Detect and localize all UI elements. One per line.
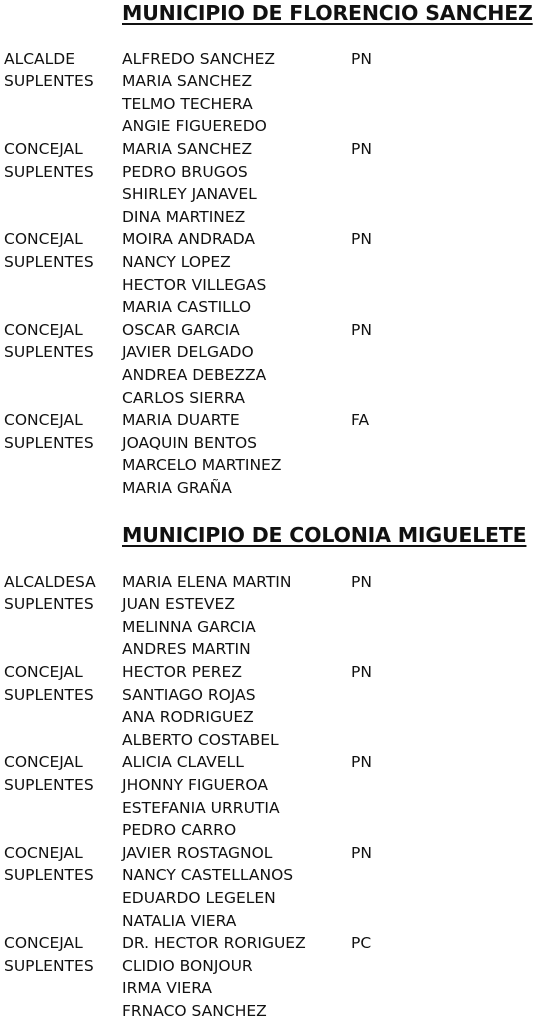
name-cell: SANTIAGO ROJAS (122, 685, 256, 704)
table-row (0, 932, 557, 955)
table-row (0, 432, 557, 455)
name-cell: CARLOS SIERRA (122, 388, 245, 407)
name-cell: MARCELO MARTINEZ (122, 456, 282, 475)
table-row (0, 93, 557, 116)
name-cell: PEDRO BRUGOS (122, 162, 248, 181)
table-row (0, 183, 557, 206)
name-cell: ALFREDO SANCHEZ (122, 49, 275, 68)
table-row (0, 161, 557, 184)
role-cell: ALCALDESA (4, 572, 96, 591)
name-cell: SHIRLEY JANAVEL (122, 185, 257, 204)
name-cell: JUAN ESTEVEZ (122, 595, 235, 614)
role-cell: COCNEJAL (4, 843, 83, 862)
role-cell: SUPLENTES (4, 595, 94, 614)
table-row (0, 887, 557, 910)
name-cell: ANA RODRIGUEZ (122, 708, 254, 727)
name-cell: FRNACO SANCHEZ (122, 1001, 267, 1020)
table-row (0, 409, 557, 432)
name-cell: HECTOR PEREZ (122, 662, 242, 681)
role-cell: CONCEJAL (4, 230, 83, 249)
table-row (0, 638, 557, 661)
role-cell: SUPLENTES (4, 956, 94, 975)
table-row (0, 593, 557, 616)
name-cell: ESTEFANIA URRUTIA (122, 798, 280, 817)
table-row (0, 616, 557, 639)
name-cell: TELMO TECHERA (122, 94, 253, 113)
party-cell: PN (351, 662, 372, 681)
role-cell: CONCEJAL (4, 662, 83, 681)
name-cell: DR. HECTOR RORIGUEZ (122, 934, 306, 953)
table-row (0, 387, 557, 410)
table-row (0, 864, 557, 887)
table-row (0, 977, 557, 1000)
name-cell: ALICIA CLAVELL (122, 753, 244, 772)
table-row (0, 364, 557, 387)
table-row (0, 819, 557, 842)
name-cell: JAVIER ROSTAGNOL (122, 843, 273, 862)
role-cell: SUPLENTES (4, 433, 94, 452)
name-cell: MARIA DUARTE (122, 411, 240, 430)
role-cell: SUPLENTES (4, 343, 94, 362)
name-cell: JAVIER DELGADO (122, 343, 254, 362)
name-cell: ALBERTO COSTABEL (122, 730, 279, 749)
role-cell: CONCEJAL (4, 411, 83, 430)
table-row (0, 842, 557, 865)
name-cell: OSCAR GARCIA (122, 320, 240, 339)
table-row (0, 1000, 557, 1023)
role-cell: ALCALDE (4, 49, 76, 68)
role-cell: SUPLENTES (4, 775, 94, 794)
table-row (0, 70, 557, 93)
table-row (0, 571, 557, 594)
name-cell: MARIA GRAÑA (122, 478, 232, 497)
table-row (0, 454, 557, 477)
party-cell: PN (351, 139, 372, 158)
name-cell: MARIA ELENA MARTIN (122, 572, 292, 591)
name-cell: IRMA VIERA (122, 979, 212, 998)
table-row (0, 274, 557, 297)
table-row (0, 115, 557, 138)
party-cell: FA (351, 411, 370, 430)
party-cell: PN (351, 230, 372, 249)
party-cell: PN (351, 320, 372, 339)
name-cell: NANCY LOPEZ (122, 252, 231, 271)
name-cell: MARIA SANCHEZ (122, 72, 253, 91)
role-cell: SUPLENTES (4, 252, 94, 271)
table-row (0, 661, 557, 684)
party-cell: PN (351, 843, 372, 862)
name-cell: MARIA CASTILLO (122, 298, 252, 317)
table-row (0, 341, 557, 364)
table-row (0, 228, 557, 251)
name-cell: PEDRO CARRO (122, 821, 237, 840)
name-cell: HECTOR VILLEGAS (122, 275, 267, 294)
table-row (0, 296, 557, 319)
name-cell: NANCY CASTELLANOS (122, 866, 294, 885)
party-cell: PN (351, 753, 372, 772)
section-title: MUNICIPIO DE FLORENCIO SANCHEZ (122, 1, 533, 25)
table-row (0, 955, 557, 978)
role-cell: CONCEJAL (4, 139, 83, 158)
name-cell: CLIDIO BONJOUR (122, 956, 253, 975)
table-row (0, 751, 557, 774)
table-row (0, 729, 557, 752)
table-row (0, 319, 557, 342)
table-row (0, 206, 557, 229)
table-row (0, 684, 557, 707)
role-cell: CONCEJAL (4, 753, 83, 772)
table-row (0, 910, 557, 933)
table-row (0, 251, 557, 274)
name-cell: NATALIA VIERA (122, 911, 237, 930)
name-cell: MOIRA ANDRADA (122, 230, 255, 249)
party-cell: PN (351, 49, 372, 68)
name-cell: ANDREA DEBEZZA (122, 365, 267, 384)
role-cell: SUPLENTES (4, 162, 94, 181)
role-cell: SUPLENTES (4, 866, 94, 885)
role-cell: SUPLENTES (4, 72, 94, 91)
name-cell: MELINNA GARCIA (122, 617, 256, 636)
name-cell: ANDRES MARTIN (122, 640, 251, 659)
party-cell: PC (351, 934, 372, 953)
name-cell: JOAQUIN BENTOS (122, 433, 257, 452)
table-row (0, 797, 557, 820)
party-cell: PN (351, 572, 372, 591)
table-row (0, 48, 557, 71)
name-cell: MARIA SANCHEZ (122, 139, 253, 158)
name-cell: DINA MARTINEZ (122, 207, 246, 226)
role-cell: CONCEJAL (4, 320, 83, 339)
role-cell: SUPLENTES (4, 685, 94, 704)
name-cell: EDUARDO LEGELEN (122, 888, 276, 907)
name-cell: JHONNY FIGUEROA (122, 775, 268, 794)
table-row (0, 138, 557, 161)
name-cell: ANGIE FIGUEREDO (122, 117, 267, 136)
section-title: MUNICIPIO DE COLONIA MIGUELETE (122, 523, 527, 547)
role-cell: CONCEJAL (4, 934, 83, 953)
table-row (0, 706, 557, 729)
table-row (0, 774, 557, 797)
table-row (0, 477, 557, 500)
